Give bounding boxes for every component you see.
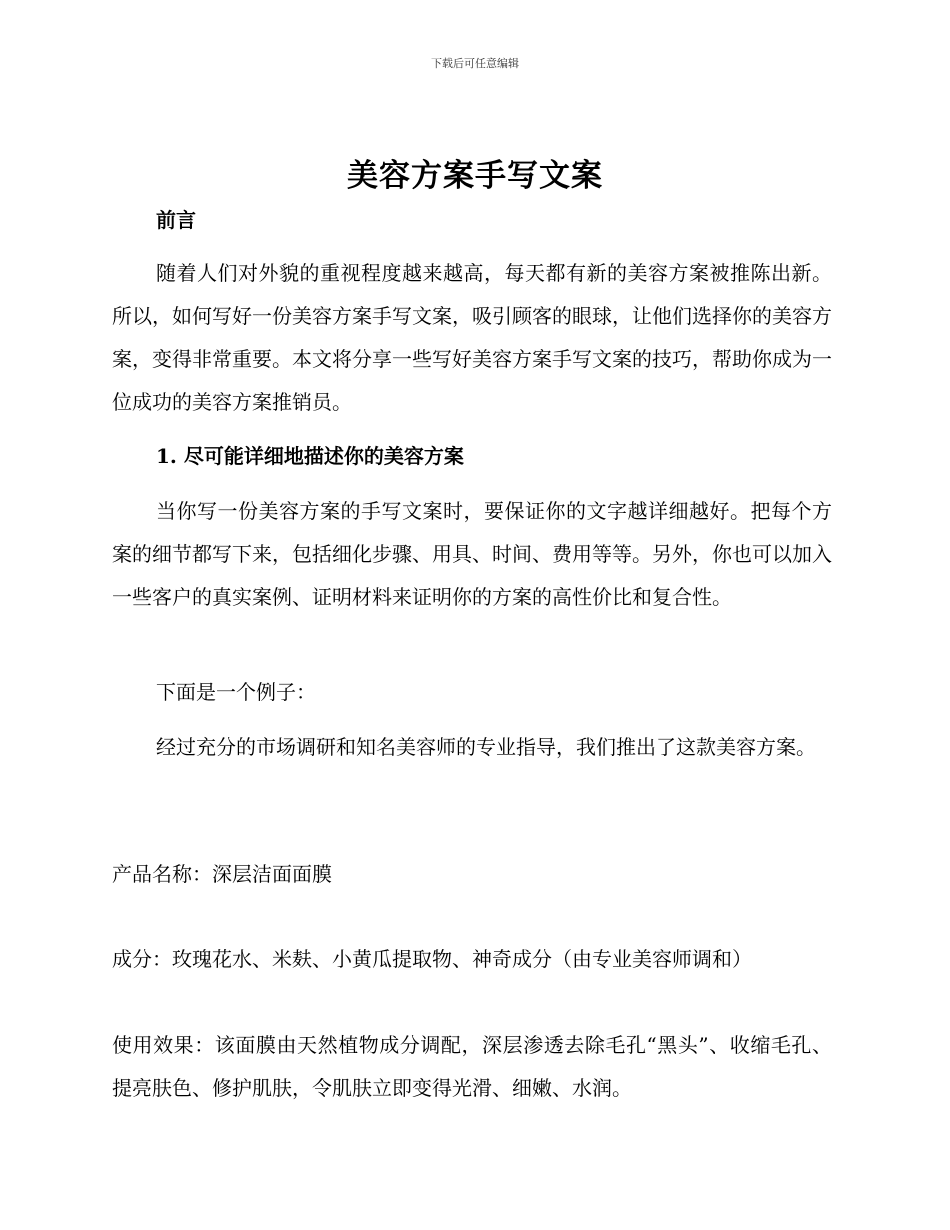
preface-paragraph: 随着人们对外貌的重视程度越来越高，每天都有新的美容方案被推陈出新。所以，如何写好一份美容方案手写文案，吸引顾客的眼球，让他们选择你的美容方案，变得非常重要。本文将分享一些写好美容方案手写文案的技巧，帮助你成为一位成功的美容方案推销员。 bbox=[112, 261, 832, 414]
ingredients-line: 成分：玫瑰花水、米麸、小黄瓜提取物、神奇成分（由专业美容师调和） bbox=[112, 947, 752, 971]
example-intro: 下面是一个例子： bbox=[156, 680, 316, 704]
section-1-paragraph: 当你写一份美容方案的手写文案时，要保证你的文字越详细越好。把每个方案的细节都写下来，包括细化步骤、用具、时间、费用等等。另外，你也可以加入一些客户的真实案例、证明材料来证明你的方案的高性价比和复合性。 bbox=[112, 499, 832, 609]
section-1-heading: 1. 尽可能详细地描述你的美容方案 bbox=[156, 444, 464, 468]
page-header-note: 下载后可任意编辑 bbox=[431, 57, 519, 70]
preface-heading: 前言 bbox=[156, 208, 196, 232]
document-title: 美容方案手写文案 bbox=[347, 158, 603, 194]
product-name-line: 产品名称：深层洁面面膜 bbox=[112, 862, 332, 886]
effects-paragraph: 使用效果：该面膜由天然植物成分调配，深层渗透去除毛孔“黑头”、收缩毛孔、提亮肤色、修护肌肤，令肌肤立即变得光滑、细嫩、水润。 bbox=[112, 1033, 832, 1100]
example-paragraph: 经过充分的市场调研和知名美容师的专业指导，我们推出了这款美容方案。 bbox=[156, 735, 816, 759]
